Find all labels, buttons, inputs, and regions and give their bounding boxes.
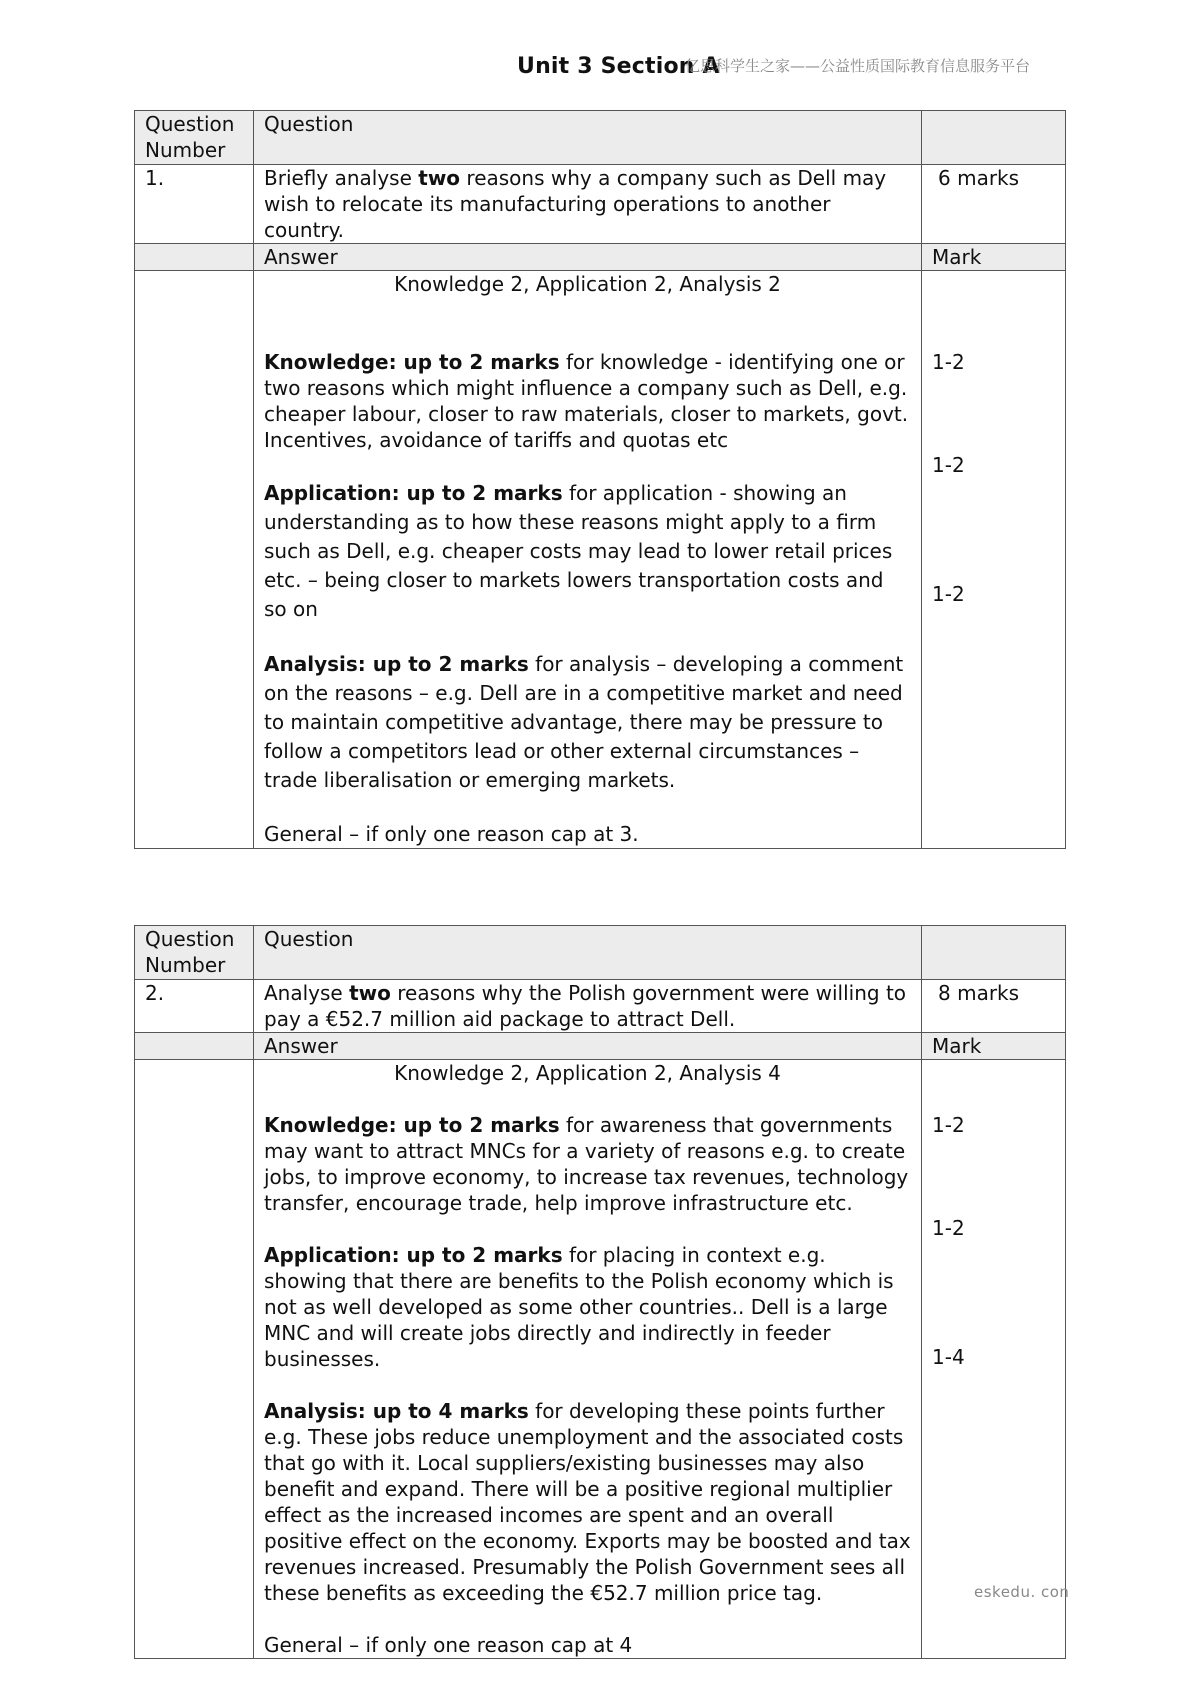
question-text: Analyse two reasons why the Polish government were willing to pay a €52.7 million aid package to attract Dell. [254,980,922,1033]
question-2-table [134,925,1066,1659]
analysis-criterion: Analysis: up to 2 marks for analysis – developing a comment on the reasons – e.g. Dell are in a competitive market and need to maintain competitive advantage, there may be pressure to follow a competitors lead or other external circumstances – trade liberalisation or emerging markets. [264,652,904,792]
answer-header-empty [135,244,254,271]
knowledge-criterion: Knowledge: up to 2 marks for knowledge - identifying one or two reasons which might influence a company such as Dell, e.g. cheaper labour, closer to raw materials, closer to markets, govt. Incentives, avoidance of tariffs and quotas etc [264,350,909,452]
answer-body [254,271,922,849]
general-note: General – if only one reason cap at 4 [264,1633,633,1657]
marks-header-empty [922,926,1066,980]
answer-header: Answer [254,1033,922,1060]
answer-marks [922,1060,1066,1659]
answer-header: Answer [254,244,922,271]
question-header: Question [254,926,922,980]
analysis-criterion: Analysis: up to 4 marks for developing these points further e.g. These jobs reduce unemployment and the associated costs that go with it. Local suppliers/existing businesses may also benefit and expand. There will be a positive regional multiplier effect as the increased incomes are spent and an overall positive effect on the economy. Exports may be boosted and tax revenues increased. Presumably the Polish Government sees all these benefits as exceeding the €52.7 million price tag. [264,1399,911,1605]
question-marks: 6 marks [922,165,1066,244]
mark-analysis: 1-4 [932,1345,965,1369]
question-number-header: Question Number [135,111,254,165]
question-marks: 8 marks [922,980,1066,1033]
mark-header: Mark [922,244,1066,271]
application-criterion: Application: up to 2 marks for application - showing an understanding as to how these reasons might apply to a firm such as Dell, e.g. cheaper costs may lead to lower retail prices etc. – being closer to markets lowers transportation costs and so on [264,481,893,621]
mark-knowledge: 1-2 [932,350,965,374]
answer-marks [922,271,1066,849]
question-row [135,980,1066,1033]
knowledge-criterion: Knowledge: up to 2 marks for awareness that governments may want to attract MNCs for a variety of reasons e.g. to create jobs, to improve economy, to increase tax revenues, technology transfer, encourage trade, help improve infrastructure etc. [264,1113,909,1215]
answer-summary: Knowledge 2, Application 2, Analysis 2 [394,272,781,296]
question-number: 2. [135,980,254,1033]
page-title: Unit 3 Section A [517,54,720,79]
mark-application: 1-2 [932,1216,965,1240]
question-text: Briefly analyse two reasons why a company such as Dell may wish to relocate its manufacturing operations to another country. [254,165,922,244]
question-number-header: Question Number [135,926,254,980]
question-row [135,165,1066,244]
table-header-row [135,926,1066,980]
answer-summary: Knowledge 2, Application 2, Analysis 4 [394,1061,781,1085]
answer-header-empty [135,1033,254,1060]
question-header: Question [254,111,922,165]
marks-header-empty [922,111,1066,165]
table-header-row [135,111,1066,165]
answer-body [254,1060,922,1659]
answer-header-row [135,244,1066,271]
header-watermark: 亿思科学生之家——公益性质国际教育信息服务平台 [685,57,1031,75]
answer-number-empty [135,1060,254,1659]
answer-row [135,1060,1066,1659]
application-criterion: Application: up to 2 marks for placing in context e.g. showing that there are benefits to the Polish economy which is not as well developed as some other countries.. Dell is a large MNC and will create jobs directly and indirectly in feeder businesses. [264,1243,894,1371]
mark-knowledge: 1-2 [932,1113,965,1137]
footer-watermark: eskedu. con [974,1583,1070,1601]
general-note: General – if only one reason cap at 3. [264,822,639,846]
mark-application: 1-2 [932,453,965,477]
question-1-table [134,110,1066,849]
question-number: 1. [135,165,254,244]
mark-analysis: 1-2 [932,582,965,606]
answer-row [135,271,1066,849]
mark-header: Mark [922,1033,1066,1060]
answer-number-empty [135,271,254,849]
answer-header-row [135,1033,1066,1060]
